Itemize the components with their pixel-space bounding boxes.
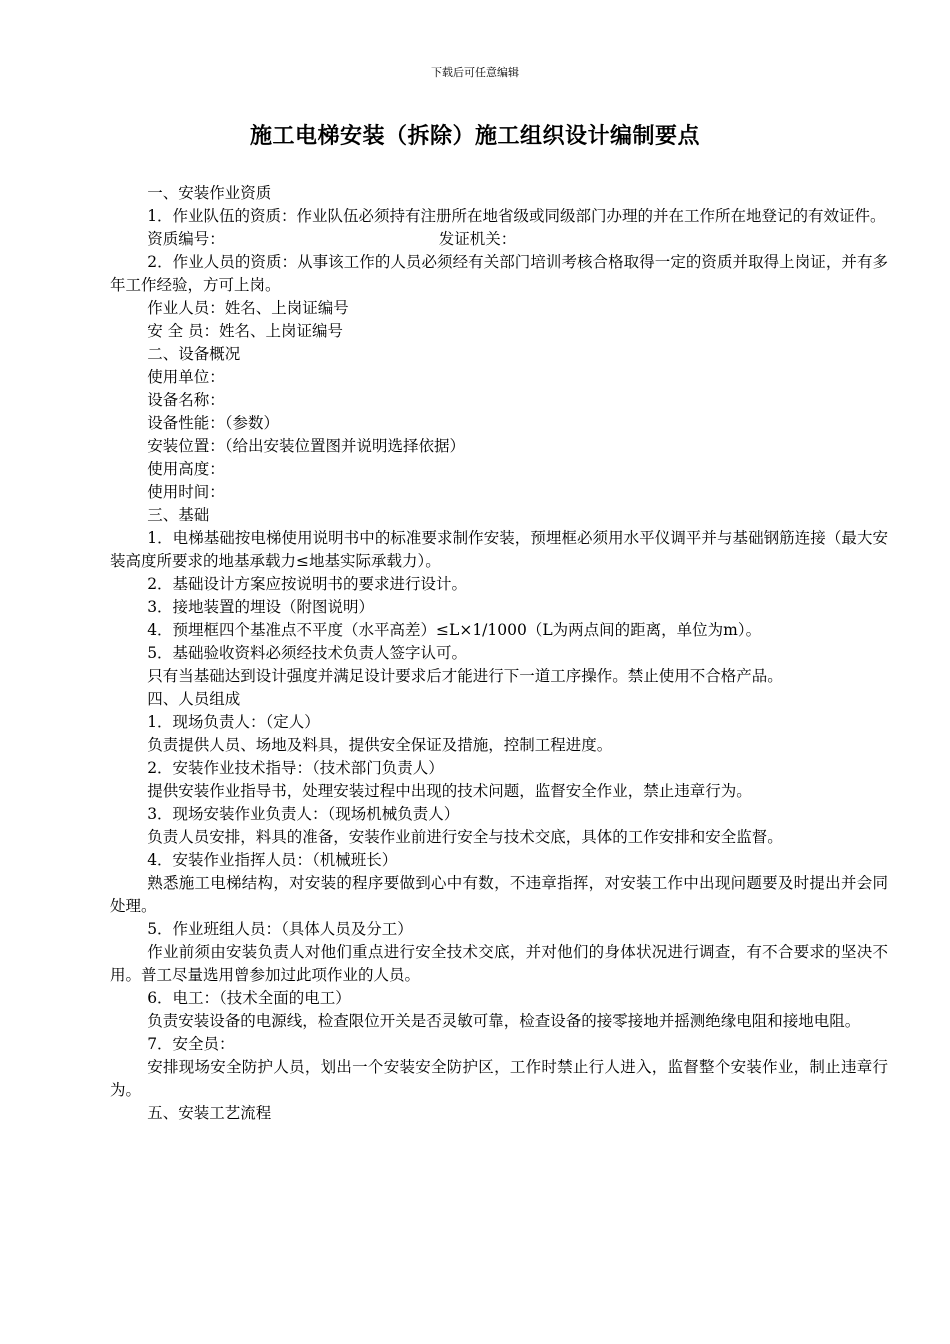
paragraph: 使用单位： <box>147 368 225 386</box>
paragraph: 5．作业班组人员：（具体人员及分工） <box>147 920 413 938</box>
paragraph: 作业人员：姓名、上岗证编号 <box>147 299 349 317</box>
paragraph: 安 全 员：姓名、上岗证编号 <box>147 322 344 340</box>
paragraph: 负责安装设备的电源线，检查限位开关是否灵敏可靠，检查设备的接零接地并摇测绝缘电阻和接地电阻。 <box>147 1012 861 1030</box>
paragraph: 负责人员安排，料具的准备，安装作业前进行安全与技术交底，具体的工作安排和安全监督。 <box>147 828 783 846</box>
paragraph: 2．基础设计方案应按说明书的要求进行设计。 <box>147 575 468 593</box>
page-header: 下载后可任意编辑 <box>431 66 519 79</box>
paragraph: 设备名称： <box>147 391 225 409</box>
paragraph: 负责提供人员、场地及料具，提供安全保证及措施，控制工程进度。 <box>147 736 613 754</box>
paragraph: 7．安全员： <box>147 1035 235 1053</box>
cert-line <box>110 228 888 251</box>
paragraph: 5．基础验收资料必须经技术负责人签字认可。 <box>147 644 468 662</box>
paragraph: 只有当基础达到设计强度并满足设计要求后才能进行下一道工序操作。禁止使用不合格产品。 <box>147 667 783 685</box>
paragraph: 安排现场安全防护人员，划出一个安装安全防护区，工作时禁止行人进入，监督整个安装作业，制止违章行为。 <box>110 1058 888 1099</box>
paragraph: 6．电工：（技术全面的电工） <box>147 989 351 1007</box>
paragraph: 2．作业人员的资质：从事该工作的人员必须经有关部门培训考核合格取得一定的资质并取得上岗证，并有多年工作经验，方可上岗。 <box>110 253 888 294</box>
section-heading-1: 一、安装作业资质 <box>147 184 272 202</box>
paragraph: 熟悉施工电梯结构，对安装的程序要做到心中有数，不违章指挥，对安装工作中出现问题要及时提出并会同处理。 <box>110 874 888 915</box>
paragraph: 1．作业队伍的资质：作业队伍必须持有注册所在地省级或同级部门办理的并在工作所在地登记的有效证件。 <box>147 207 886 225</box>
paragraph: 作业前须由安装负责人对他们重点进行安全技术交底，并对他们的身体状况进行调查，有不合要求的坚决不用。普工尽量选用曾参加过此项作业的人员。 <box>110 943 888 984</box>
paragraph: 二、设备概况 <box>147 345 241 363</box>
paragraph: 四、人员组成 <box>147 690 241 708</box>
paragraph: 五、安装工艺流程 <box>147 1104 272 1122</box>
paragraph: 设备性能：（参数） <box>147 414 279 432</box>
document-title: 施工电梯安装（拆除）施工组织设计编制要点 <box>249 124 700 149</box>
paragraph: 提供安装作业指导书，处理安装过程中出现的技术问题，监督安全作业，禁止违章行为。 <box>147 782 752 800</box>
paragraph: 1．现场负责人：（定人） <box>147 713 320 731</box>
paragraph: 3．现场安装作业负责人：（现场机械负责人） <box>147 805 460 823</box>
paragraph: 使用高度： <box>147 460 225 478</box>
cert-authority-label: 发证机关： <box>438 230 517 248</box>
paragraph: 4．预埋框四个基准点不平度（水平高差）≤L×1/1000（L为两点间的距离，单位为m）。 <box>147 621 762 639</box>
cert-number-label: 资质编号： <box>147 230 225 248</box>
paragraph: 3．接地装置的埋设（附图说明） <box>147 598 375 616</box>
document-body <box>110 182 888 1125</box>
paragraph: 使用时间： <box>147 483 225 501</box>
paragraph-list <box>110 251 888 1125</box>
paragraph: 2．安装作业技术指导：（技术部门负责人） <box>147 759 444 777</box>
paragraph: 1．电梯基础按电梯使用说明书中的标准要求制作安装，预埋框必须用水平仪调平并与基础钢筋连接（最大安装高度所要求的地基承载力≤地基实际承载力）。 <box>110 529 888 570</box>
paragraph: 安装位置：（给出安装位置图并说明选择依据） <box>147 437 465 455</box>
paragraph: 4．安装作业指挥人员：（机械班长） <box>147 851 398 869</box>
paragraph: 三、基础 <box>147 506 210 524</box>
